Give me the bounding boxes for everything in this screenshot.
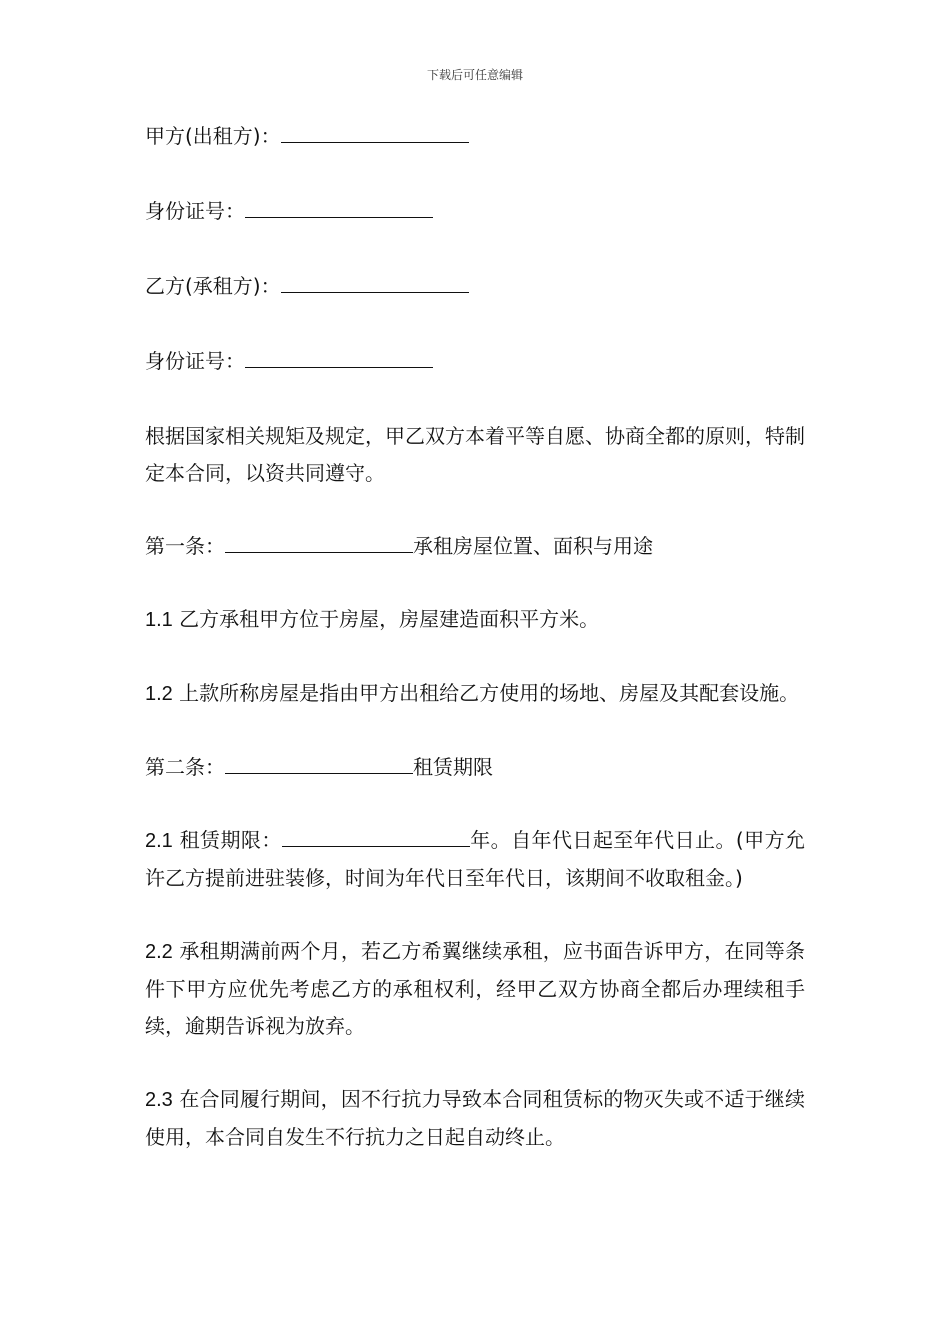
party-b-blank <box>281 274 469 293</box>
clause-2-1 <box>145 822 805 897</box>
id-label-1: 身份证号： <box>145 199 245 223</box>
article-1-title: 承租房屋位置、面积与用途 <box>413 534 653 558</box>
id-line-1 <box>145 193 805 230</box>
party-b-label: 乙方(承租方)： <box>145 274 281 298</box>
clause-2-3-text: 在合同履行期间，因不行抗力导致本合同租赁标的物灭失或不适于继续使用，本合同自发生不行抗力之日起自动终止。 <box>145 1087 805 1149</box>
article-2-blank <box>225 755 413 774</box>
clause-1-1 <box>145 601 805 639</box>
intro-paragraph: 根据国家相关规矩及规定，甲乙双方本着平等自愿、协商全都的原则，特制定本合同，以资共同遵守。 <box>145 424 805 485</box>
id-line-2 <box>145 343 805 380</box>
clause-2-2-text: 承租期满前两个月，若乙方希翼继续承租，应书面告诉甲方，在同等条件下甲方应优先考虑乙方的承租权利，经甲乙双方协商全都后办理续租手续，逾期告诉视为放弃。 <box>145 939 805 1038</box>
clause-1-1-text: 乙方承租甲方位于房屋，房屋建造面积平方米。 <box>179 607 600 631</box>
clause-2-3 <box>145 1081 805 1156</box>
clause-2-1-prefix: 租赁期限： <box>179 828 282 852</box>
id-blank-1 <box>245 199 433 218</box>
party-a-blank <box>281 124 469 143</box>
page-header: 下载后可任意编辑 <box>426 68 523 82</box>
article-2-heading <box>145 749 805 786</box>
article-1-prefix: 第一条： <box>145 534 225 558</box>
clause-1-1-number: 1.1 <box>145 609 173 631</box>
clause-2-1-text: 年。自年代日起至年代日止。(甲方允许乙方提前进驻装修，时间为年代日至年代日，该期间不收取租金。) <box>145 828 806 890</box>
clause-2-2 <box>145 933 805 1045</box>
article-2-title: 租赁期限 <box>413 755 493 779</box>
party-a-line <box>145 118 805 155</box>
clause-1-2 <box>145 675 805 713</box>
article-1-blank <box>225 534 413 553</box>
article-2-prefix: 第二条： <box>145 755 225 779</box>
document-body <box>145 118 805 1156</box>
clause-1-2-number: 1.2 <box>145 683 173 705</box>
clause-2-3-number: 2.3 <box>145 1089 173 1111</box>
party-a-label: 甲方(出租方)： <box>145 124 281 148</box>
article-1-heading <box>145 528 805 565</box>
clause-1-2-text: 上款所称房屋是指由甲方出租给乙方使用的场地、房屋及其配套设施。 <box>179 681 800 705</box>
clause-2-1-blank <box>282 828 470 847</box>
party-b-line <box>145 268 805 305</box>
clause-2-2-number: 2.2 <box>145 941 173 963</box>
id-label-2: 身份证号： <box>145 349 245 373</box>
clause-2-1-number: 2.1 <box>145 830 173 852</box>
id-blank-2 <box>245 349 433 368</box>
